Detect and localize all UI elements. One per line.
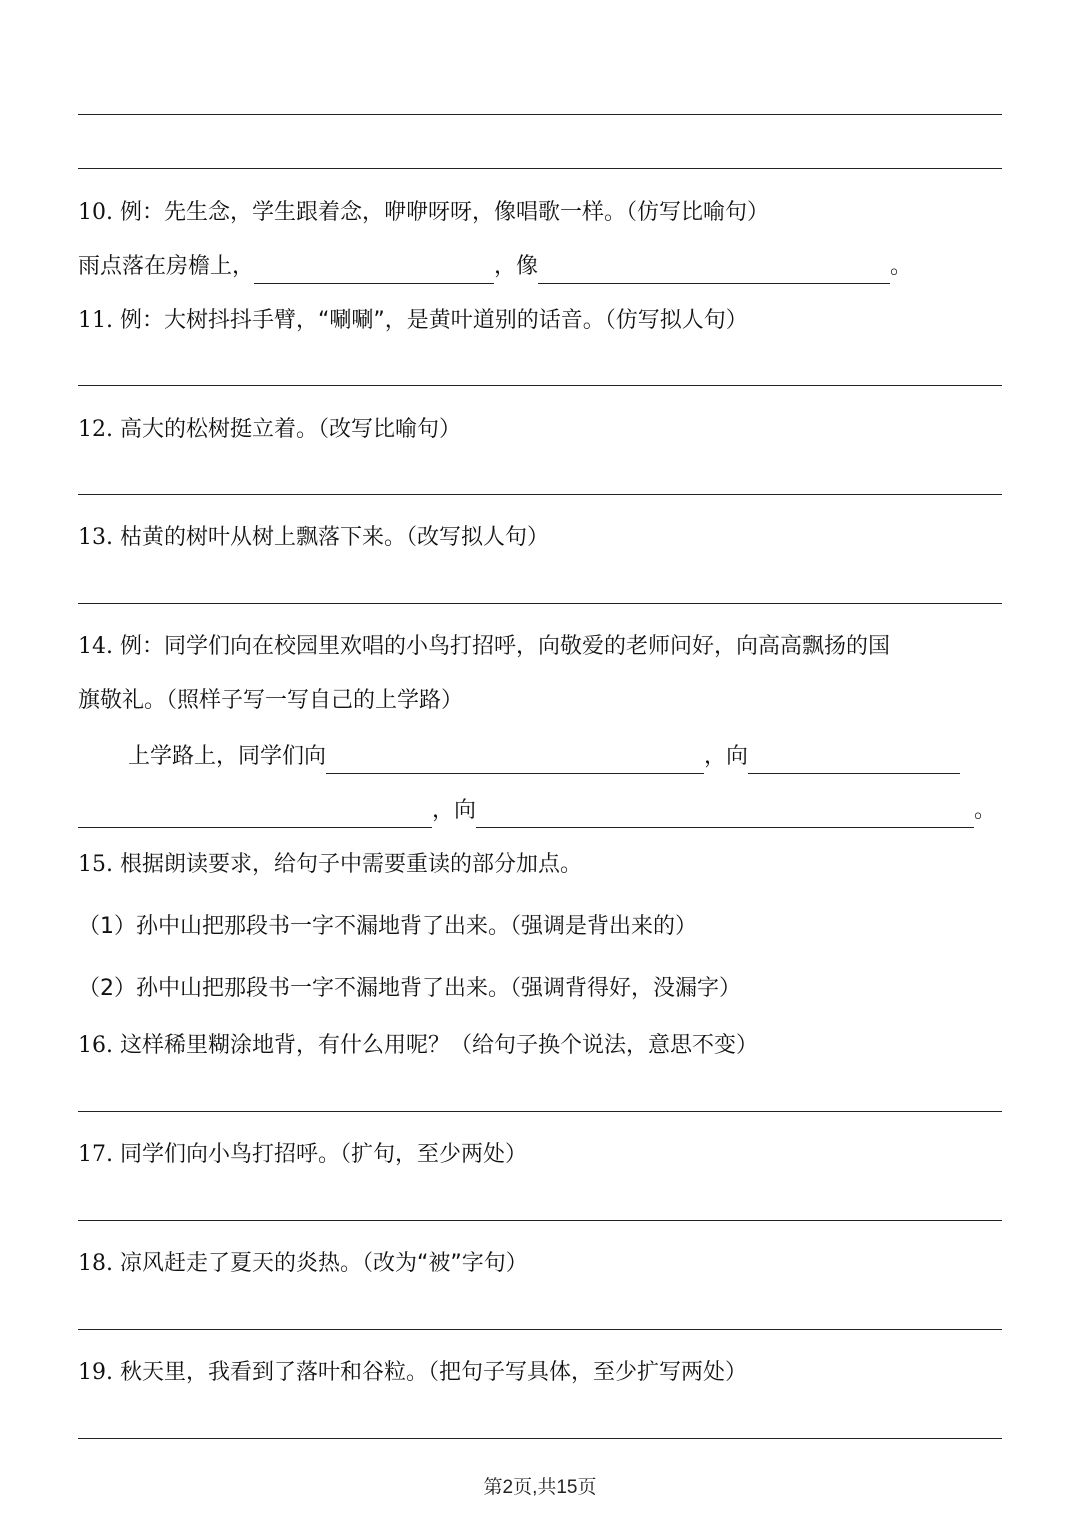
fill-mid: ，向 xyxy=(432,798,477,823)
answer-line xyxy=(78,114,1002,115)
question-text: 枯黄的树叶从树上飘落下来。（改写拟人句） xyxy=(120,525,550,550)
answer-line[interactable] xyxy=(78,603,1002,604)
fill-blank[interactable] xyxy=(476,801,974,828)
answer-line[interactable] xyxy=(78,1438,1002,1439)
question-15 xyxy=(78,848,582,882)
answer-line[interactable] xyxy=(78,385,1002,386)
fill-blank[interactable] xyxy=(538,257,890,284)
fill-blank[interactable] xyxy=(78,801,432,828)
question-14 xyxy=(78,630,890,664)
fill-blank[interactable] xyxy=(254,257,494,284)
question-16 xyxy=(78,1029,758,1063)
question-text: 例：大树抖抖手臂，“唰唰”，是黄叶道别的话音。（仿写拟人句） xyxy=(120,308,748,333)
page-footer: 第2页,共15页 xyxy=(483,1477,597,1498)
question-text: 秋天里，我看到了落叶和谷粒。（把句子写具体，至少扩写两处） xyxy=(120,1360,748,1385)
question-14-fill-line2 xyxy=(78,794,996,828)
question-text: 同学们向小鸟打招呼。（扩句，至少两处） xyxy=(120,1142,528,1167)
question-15-sub1 xyxy=(78,910,697,944)
question-19 xyxy=(78,1356,747,1390)
question-text: 这样稀里糊涂地背，有什么用呢？（给句子换个说法，意思不变） xyxy=(120,1033,759,1058)
question-number: 16. xyxy=(78,1033,113,1058)
question-13 xyxy=(78,521,549,555)
fill-mid: ，像 xyxy=(494,254,539,279)
question-18 xyxy=(78,1247,528,1281)
question-text: 旗敬礼。（照样子写一写自己的上学路） xyxy=(78,688,464,713)
question-15-sub2 xyxy=(78,972,741,1006)
sub-question-text: （2）孙中山把那段书一字不漏地背了出来。（强调背得好，没漏字） xyxy=(78,976,741,1001)
answer-line[interactable] xyxy=(78,1111,1002,1112)
question-14-line2 xyxy=(78,684,463,718)
answer-line xyxy=(78,168,1002,169)
question-text: 高大的松树挺立着。（改写比喻句） xyxy=(120,417,462,442)
fill-blank[interactable] xyxy=(326,747,704,774)
question-14-fill-line1 xyxy=(128,740,960,774)
question-number: 13. xyxy=(78,525,113,550)
question-11 xyxy=(78,304,748,338)
question-number: 15. xyxy=(78,852,113,877)
question-number: 17. xyxy=(78,1142,113,1167)
question-number: 19. xyxy=(78,1360,113,1385)
question-text: 凉风赶走了夏天的炎热。（改为“被”字句） xyxy=(120,1251,528,1276)
fill-mid: ，向 xyxy=(704,744,749,769)
question-10 xyxy=(78,196,769,230)
sub-question-text: （1）孙中山把那段书一字不漏地背了出来。（强调是背出来的） xyxy=(78,914,697,939)
fill-prefix: 上学路上，同学们向 xyxy=(128,744,327,769)
fill-blank[interactable] xyxy=(748,747,960,774)
question-number: 18. xyxy=(78,1251,113,1276)
question-number: 10. xyxy=(78,200,113,225)
answer-line[interactable] xyxy=(78,1220,1002,1221)
fill-end: 。 xyxy=(974,798,997,823)
question-12 xyxy=(78,413,461,447)
fill-end: 。 xyxy=(890,254,913,279)
fill-prefix: 雨点落在房檐上， xyxy=(78,254,255,279)
answer-line[interactable] xyxy=(78,494,1002,495)
answer-line[interactable] xyxy=(78,1329,1002,1330)
question-text: 根据朗读要求，给句子中需要重读的部分加点。 xyxy=(120,852,583,877)
question-10-fill xyxy=(78,250,912,284)
question-number: 14. xyxy=(78,634,113,659)
question-17 xyxy=(78,1138,527,1172)
question-number: 11. xyxy=(78,308,113,333)
question-text: 例：同学们向在校园里欢唱的小鸟打招呼，向敬爱的老师问好，向高高飘扬的国 xyxy=(120,634,891,659)
question-text: 例：先生念，学生跟着念，咿咿呀呀，像唱歌一样。（仿写比喻句） xyxy=(120,200,770,225)
question-number: 12. xyxy=(78,417,113,442)
